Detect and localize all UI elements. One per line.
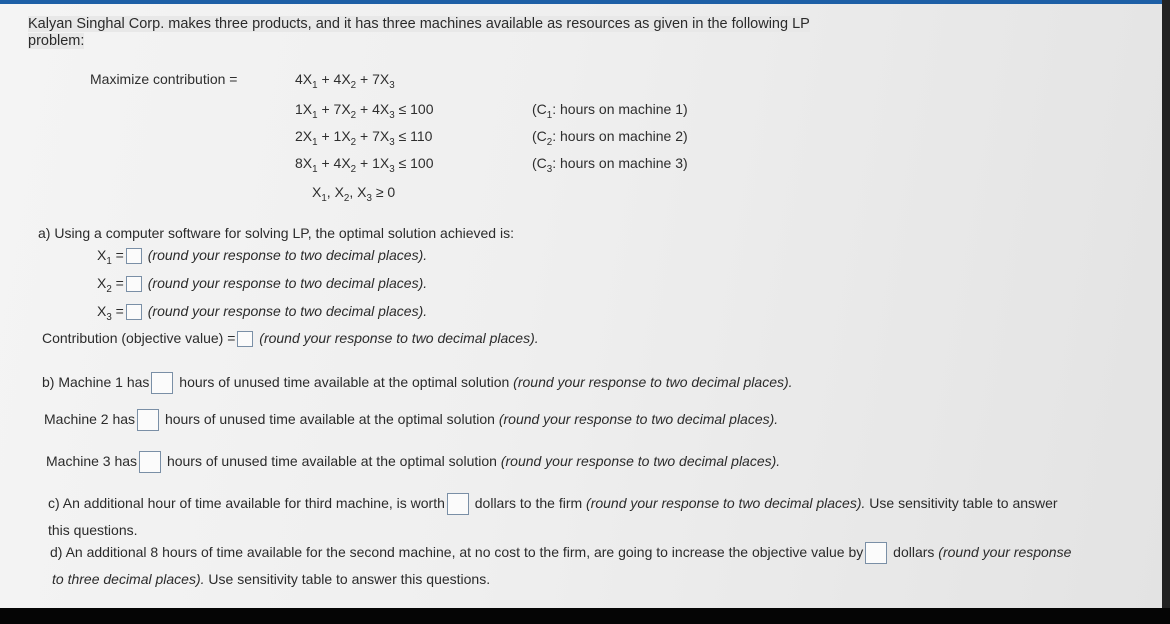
x1-row: $X_1$ = (round your response to two decimal places). [97,247,428,267]
x3-round-note: (round your response to two decimal places). [147,303,428,319]
machine-1-label: b) Machine 1 has [42,374,150,390]
objective-label: Maximize contribution = [90,71,238,87]
part-c-line-2: this questions. [48,522,138,538]
part-d-round-note-1: (round your response [938,544,1072,560]
constraint-label-3: ($C_3$: hours on machine 3) [532,155,688,175]
machine-2-label: Machine 2 has [44,411,136,427]
nonnegativity-constraint: $X_1$, $X_2$, $X_3 \ge 0$ [312,184,396,204]
intro-line-1: Kalyan Singhal Corp. makes three products, and it has three machines available as resources as given in the following LP [28,16,810,32]
objective-function: $4X_1 + 4X_2 + 7X_3$ [295,71,395,91]
machine-3-label: Machine 3 has [46,453,138,469]
part-d-round-note-2: to three decimal places). [52,571,205,587]
part-d-pre: d) An additional 8 hours of time available for the second machine, at no cost to the firm, are going to increase the objective value by [50,544,864,560]
constraint-3: $8X_1 + 4X_2 + 1X_3 \le 100$ [295,155,434,175]
machine-3-round-note: (round your response to two decimal places). [500,453,781,469]
constraint-label-2: ($C_2$: hours on machine 2) [532,128,688,148]
x2-row: $X_2$ = (round your response to two decimal places). [97,275,428,295]
part-d-line-2 [52,571,490,587]
machine-1-input[interactable] [151,372,173,394]
constraint-1: $1X_1 + 7X_2 + 4X_3 \le 100$ [295,101,434,121]
machine-1-row [42,372,793,394]
machine-3-unused-text: hours of unused time available at the optimal solution [166,453,497,469]
part-c-input[interactable] [447,493,469,515]
intro-line-2: problem: [28,33,85,49]
part-c-tail: Use sensitivity table to answer [869,495,1058,511]
part-c-post: dollars to the firm [474,495,583,511]
contribution-input[interactable] [237,331,253,347]
machine-3-row [46,451,780,473]
x1-round-note: (round your response to two decimal places). [147,247,428,263]
machine-2-input[interactable] [137,409,159,431]
part-d-tail: Use sensitivity table to answer this questions. [208,571,491,587]
part-c-pre: c) An additional hour of time available for third machine, is worth [48,495,445,511]
screen-bottom-bezel [0,608,1170,624]
part-d-line-1 [50,542,1071,564]
x2-round-note: (round your response to two decimal places). [147,275,428,291]
x1-input[interactable] [126,248,142,264]
constraint-label-1: ($C_1$: hours on machine 1) [532,101,688,121]
part-c-line-1 [48,493,1058,515]
part-a-intro: a) Using a computer software for solving LP, the optimal solution achieved is: [38,225,514,241]
contribution-row [42,330,539,347]
machine-1-unused-text: hours of unused time available at the optimal solution [179,374,510,390]
contribution-label: Contribution (objective value) = [42,330,236,346]
contribution-round-note: (round your response to two decimal places). [259,330,539,346]
constraint-2: $2X_1 + 1X_2 + 7X_3 \le 110$ [295,128,433,148]
machine-2-unused-text: hours of unused time available at the optimal solution [164,411,495,427]
x3-row: $X_3$ = (round your response to two decimal places). [97,303,428,323]
part-d-post: dollars [893,544,935,560]
problem-intro [28,16,874,50]
machine-3-input[interactable] [139,451,161,473]
x3-input[interactable] [126,304,142,320]
machine-2-round-note: (round your response to two decimal places). [498,411,779,427]
part-c-round-note: (round your response to two decimal places). [586,495,866,511]
screen-edge [1162,0,1170,608]
machine-2-row [44,409,778,431]
x2-input[interactable] [126,276,142,292]
part-d-input[interactable] [865,542,887,564]
machine-1-round-note: (round your response to two decimal places). [513,374,793,390]
